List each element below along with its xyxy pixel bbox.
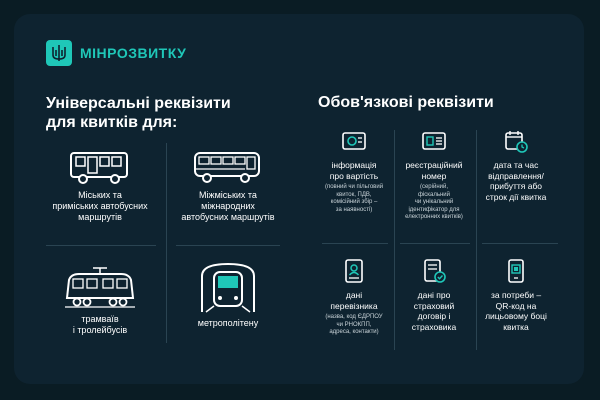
requirement-price — [314, 128, 394, 214]
insurance-title: дані про страховий договір і страховика — [411, 290, 457, 332]
tram-label: трамваїв і тролейбусів — [72, 314, 128, 335]
metro-train-icon — [200, 262, 256, 314]
ticket-type-metro — [174, 262, 282, 329]
requirement-carrier — [314, 258, 394, 337]
mandatory-title: Обов'язкові реквізити — [318, 94, 494, 111]
registration-title: реєстраційний номер — [405, 160, 463, 181]
price-ticket-icon — [341, 128, 367, 154]
carrier-title: дані перевізника — [330, 290, 378, 311]
date-time-title: дата та час відправлення/ прибуття або строк дії квитка — [485, 160, 547, 202]
qr-code-title: за потреби – QR-код на лицьовому боці квитка — [485, 290, 547, 332]
registration-number-icon — [421, 128, 447, 154]
universal-title: Універсальні реквізити для квитків для: — [46, 95, 231, 131]
ticket-type-tram — [46, 266, 154, 336]
ticket-type-coach-bus — [174, 150, 282, 223]
coach-bus-icon — [193, 150, 263, 186]
right-grid-divider-3 — [482, 243, 558, 244]
requirement-insurance — [394, 258, 474, 332]
requirement-registration-number — [394, 128, 474, 222]
qr-phone-icon — [503, 258, 529, 284]
tram-icon — [63, 266, 137, 310]
coach-bus-label: Міжміських та міжнародних автобусних маршрутів — [181, 190, 275, 222]
price-details: (повний чи пільговий квиток, ПДВ, комісійний збір – за наявності) — [324, 184, 384, 213]
requirement-date-time — [476, 128, 556, 202]
city-bus-label: Міських та приміських автобусних маршрутів — [52, 190, 148, 222]
requirement-qr-code — [476, 258, 556, 332]
left-grid-divider-2 — [176, 245, 280, 246]
metro-label: метрополітену — [197, 318, 259, 328]
left-grid-vertical-divider — [166, 143, 167, 343]
price-title: інформація про вартість — [329, 160, 379, 181]
ticket-type-city-bus — [46, 150, 154, 223]
brand-name: МІНРОЗВИТКУ — [80, 45, 187, 61]
brand-logo — [46, 40, 186, 66]
carrier-details: (назва, код ЄДРПОУ чи РНОКПП, адреса, контакти) — [325, 314, 383, 335]
registration-details: (серійний, фіскальний чи унікальний ідентифікатор для електронних квитків) — [405, 184, 463, 220]
calendar-clock-icon — [503, 128, 529, 154]
insurance-document-icon — [421, 258, 447, 284]
left-grid-divider-1 — [46, 245, 156, 246]
right-grid-divider-2 — [400, 243, 470, 244]
carrier-document-icon — [341, 258, 367, 284]
city-bus-icon — [69, 150, 131, 186]
right-grid-divider-1 — [322, 243, 388, 244]
trident-icon — [46, 40, 72, 66]
